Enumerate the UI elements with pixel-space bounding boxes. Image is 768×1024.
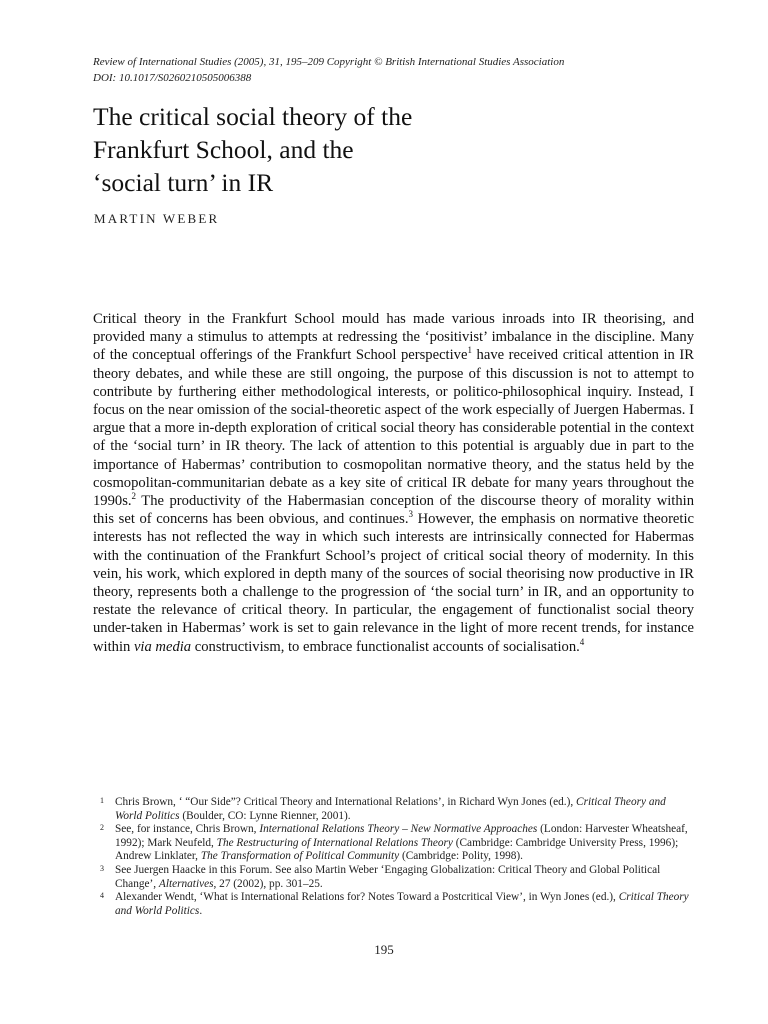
footnote-italic: Critical Theory and World Politics	[115, 796, 666, 822]
footnote-text: Chris Brown, ‘ “Our Side”? Critical Theory and International Relations’, in Richard Wyn Jones (ed.),	[115, 796, 577, 808]
title-line-1: The critical social theory of the	[93, 102, 413, 131]
page-number: 195	[374, 942, 394, 957]
footnote-text: (Cambridge: Polity, 1998).	[399, 850, 524, 863]
footnote-number: 3	[100, 863, 104, 873]
title-line-3: ‘social turn’ in IR	[93, 168, 274, 197]
footnote-italic: Critical Theory and World Politics	[115, 891, 689, 917]
footnote-2	[100, 823, 694, 864]
abstract-text-3: The productivity of the Habermasian conception of the discourse theory of morality within this set of concerns has been obvious, and continues.	[93, 493, 694, 528]
footnote-text: Alexander Wendt, ‘What is International Relations for? Notes Toward a Postcritical View’, in Wyn Jones (ed.),	[115, 891, 619, 904]
footnote-4	[100, 891, 694, 918]
footnote-text: .	[199, 904, 203, 917]
doi-line: DOI: 10.1017/S0260210505006388	[93, 72, 252, 84]
author-name: MARTIN WEBER	[94, 211, 220, 226]
abstract-text-5: constructivism, to embrace functionalist accounts of socialisation.	[191, 638, 580, 655]
footnote-ref-2: 2	[131, 491, 137, 502]
footnote-text: See Juergen Haacke in this Forum. See also Martin Weber ‘Engaging Globalization: Critical Theory and Global Political Change’,	[115, 863, 661, 890]
footnote-italic: The Restructuring of International Relations Theory	[216, 836, 453, 849]
footnote-ref-1: 1	[467, 345, 472, 356]
footnote-text: (Cambridge: Cambridge University Press, 1996); Andrew Linklater,	[115, 836, 679, 863]
footnote-text: (London: Harvester Wheatsheaf, 1992); Mark Neufeld,	[115, 823, 688, 849]
abstract-text-1: Critical theory in the Frankfurt School mould has made various inroads into IR theorising, and provided many a stimulus to attempts at redressing the ‘positivist’ imbalance in the discipline. Many of the conceptual offerings of the Frankfurt School perspective	[93, 311, 694, 364]
title-line-2: Frankfurt School, and the	[93, 135, 354, 164]
article-title	[93, 100, 653, 199]
abstract-paragraph	[93, 310, 694, 656]
footnote-number: 1	[100, 796, 104, 805]
footnote-1	[100, 796, 694, 823]
footnote-number: 4	[100, 891, 104, 901]
journal-header	[93, 54, 683, 86]
footnote-text: See, for instance, Chris Brown,	[115, 823, 260, 836]
footnote-italic: International Relations Theory – New Normative Approaches	[259, 823, 538, 836]
footnote-number: 2	[100, 823, 104, 833]
footnote-ref-3: 3	[408, 509, 413, 520]
footnote-italic: The Transformation of Political Community	[200, 850, 400, 863]
footnote-ref-4: 4	[579, 636, 585, 647]
footnote-3	[100, 864, 694, 891]
abstract-text-2: have received critical attention in IR theory debates, and while these are still ongoing, the purpose of this discussion is not to attempt to contribute by furthering either methodological interests, or politico-philosophical inquiry. Instead, I focus on the near omission of the social-theoretic aspect of the work especially of Juergen Habermas. I argue that a more in-depth exploration of critical social theory has considerable potential in the context of the ‘social turn’ in IR theory. The lack of attention to this potential is arguably due in part to the importance of Habermas’ contribution to cosmopolitan normative theory, and the status held by the cosmopolitan-communitarian debate as a key site of critical IR debate for many years throughout the 1990s.	[93, 347, 694, 510]
footnote-text: , 27 (2002), pp. 301–25.	[213, 877, 323, 890]
footnotes-section	[100, 796, 694, 918]
citation-line: Review of International Studies (2005), 31, 195–209 Copyright © British International Studies Association	[93, 56, 565, 68]
footnote-italic: Alternatives	[158, 877, 214, 890]
via-media-italic: via media	[133, 638, 192, 655]
abstract-text-4: However, the emphasis on normative theoretic interests has not reflected the way in which such interests are intrinsically connected for Habermas with the continuation of the Frankfurt School’s project of critical social theory of modernity. In this vein, his work, which explored in depth many of the sources of social theorising now productive in IR theory, represents both a challenge to the progression of ‘the social turn’ in IR, and an opportunity to restate the relevance of critical theory. In particular, the engagement of functionalist social theory under-taken in Habermas’ work is set to gain relevance in the light of more recent trends, for instance within	[93, 511, 694, 655]
footnote-text: (Boulder, CO: Lynne Rienner, 2001).	[179, 809, 351, 822]
